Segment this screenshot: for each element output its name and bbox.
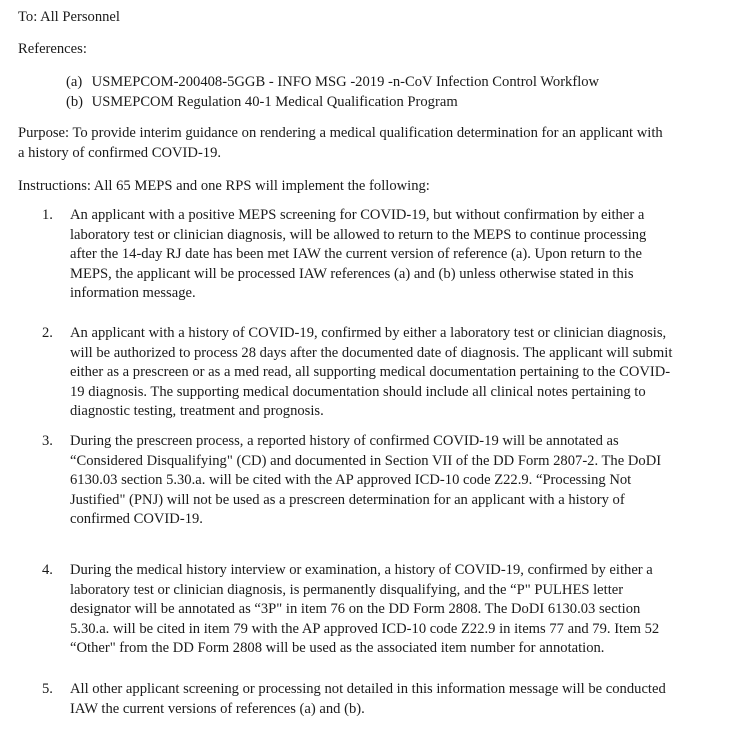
item-line: 6130.03 section 5.30.a. will be cited with the AP approved ICD-10 code Z22.9. “Processing Not [70, 472, 632, 489]
reference-item-a [66, 73, 599, 93]
reference-item-b [66, 93, 599, 113]
item-line: laboratory test or clinician diagnosis, is permanently disqualifying, and the “P" PULHES letter [70, 581, 624, 598]
item-body [70, 680, 666, 719]
item-line: designator will be annotated as “3P" in item 76 on the DD Form 2808. The DoDI 6130.03 section [70, 601, 641, 618]
item-line: after the 14-day RJ date has been met IAW the current version of reference (a). Upon return to the [70, 246, 642, 263]
item-line: laboratory test or clinician diagnosis, will be allowed to return to the MEPS to continue processing [70, 226, 647, 243]
purpose-line: a history of confirmed COVID-19. [18, 144, 222, 161]
item-line: IAW the current versions of references (a) and (b). [70, 700, 365, 717]
memo-recipient: To: All Personnel [18, 9, 120, 25]
item-line: diagnostic testing, treatment and prognosis. [70, 403, 324, 420]
item-line: During the prescreen process, a reported history of confirmed COVID-19 will be annotated as [70, 433, 619, 449]
instructions-heading [18, 177, 430, 197]
item-line: All other applicant screening or processing not detailed in this information message will be conducted [70, 681, 666, 697]
item-line: During the medical history interview or examination, a history of COVID-19, confirmed by either a [70, 562, 653, 578]
item-line: confirmed COVID-19. [70, 511, 203, 528]
item-line: Justified" (PNJ) will not be used as a prescreen determination for an applicant with a history of [70, 491, 625, 508]
item-line: An applicant with a positive MEPS screening for COVID-19, but without confirmation by either a [70, 207, 645, 223]
purpose-paragraph [18, 124, 730, 163]
item-body [70, 206, 646, 304]
item-number: 2. [42, 325, 53, 341]
item-line: either as a prescreen or as a med read, all supporting medical documentation pertaining to the COVID- [70, 364, 671, 381]
item-number: 1. [42, 207, 53, 223]
reference-text: USMEPCOM-200408-5GGB - INFO MSG -2019 -n-CoV Infection Control Workflow [91, 74, 600, 90]
item-line: will be authorized to process 28 days after the documented date of diagnosis. The applicant will submit [70, 344, 673, 361]
item-line: An applicant with a history of COVID-19, confirmed by either a laboratory test or clinician diagnosis, [70, 325, 667, 341]
references-label: References: [18, 41, 87, 57]
item-line: 19 diagnosis. The supporting medical documentation should include all clinical notes pertaining to [70, 383, 646, 400]
item-number: 4. [42, 562, 53, 578]
item-body [70, 324, 672, 422]
reference-tag: (b) [66, 93, 84, 110]
item-line: MEPS, the applicant will be processed IAW references (a) and (b) unless otherwise stated in this [70, 265, 634, 282]
reference-text: USMEPCOM Regulation 40-1 Medical Qualification Program [91, 93, 458, 110]
item-line: “Considered Disqualifying" (CD) and documented in Section VII of the DD Form 2807-2. The DoDI [70, 452, 662, 469]
item-body [70, 561, 659, 659]
purpose-line: Purpose: To provide interim guidance on rendering a medical qualification determination for an applicant with [18, 125, 663, 141]
references-list [66, 73, 599, 112]
item-line: information message. [70, 285, 196, 302]
item-line: “Other" from the DD Form 2808 will be used as the associated item number for annotation. [70, 640, 605, 657]
item-body [70, 432, 661, 530]
item-line: 5.30.a. will be cited in item 79 with the AP approved ICD-10 code Z22.9 in items 77 and 79. Item 52 [70, 620, 660, 637]
item-number: 5. [42, 681, 53, 697]
reference-tag: (a) [66, 74, 83, 90]
instructions-text: Instructions: All 65 MEPS and one RPS will implement the following: [18, 178, 430, 194]
item-number: 3. [42, 433, 53, 449]
